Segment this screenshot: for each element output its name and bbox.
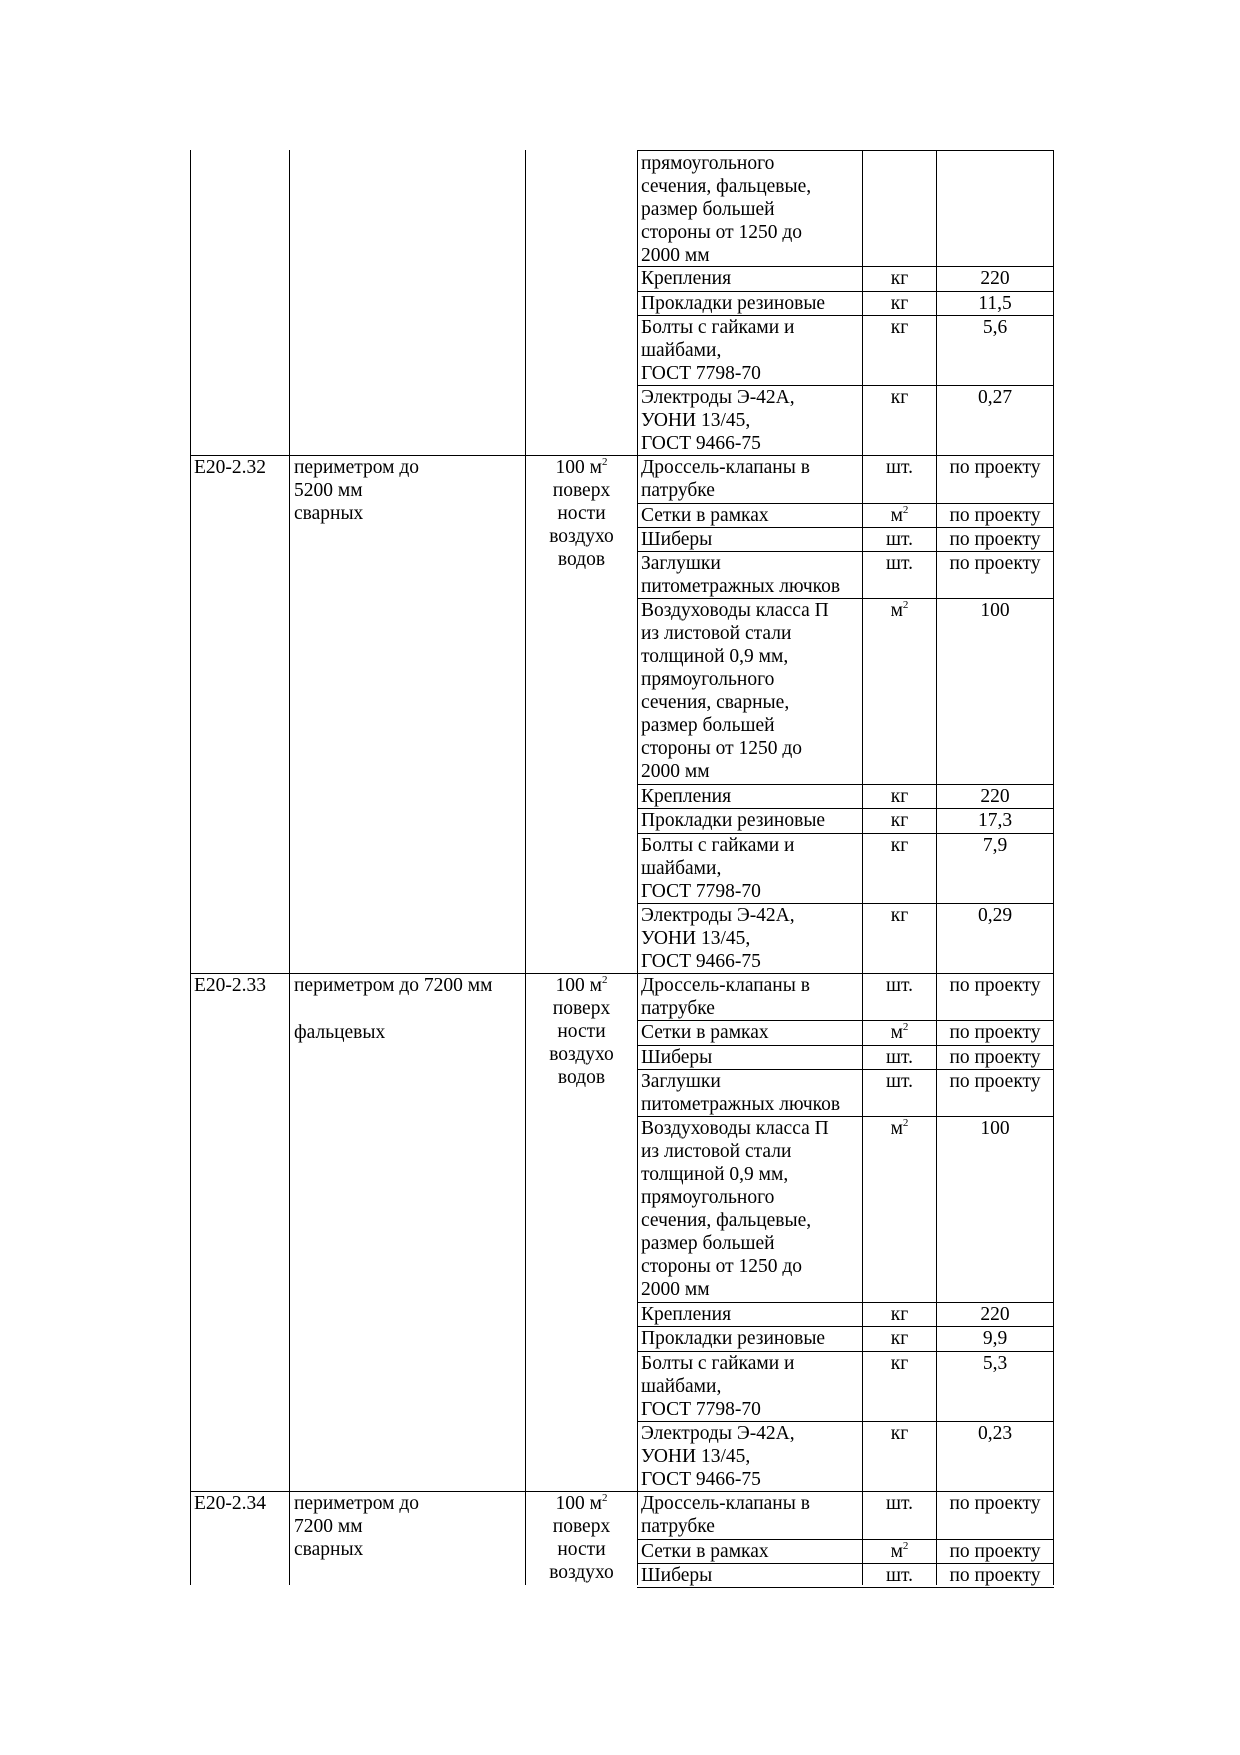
material-qty: 9,9 xyxy=(982,1328,1008,1349)
unit-sup: 2 xyxy=(902,1116,909,1129)
item-unit xyxy=(526,1492,637,1584)
material-unit: кг xyxy=(890,835,909,856)
material-qty: по проекту xyxy=(949,975,1041,996)
material-name: Шиберы xyxy=(641,1565,713,1586)
material-name: Воздуховоды класса П из листовой стали толщиной 0,9 мм, прямоугольного сечения, фальцевые, размер большей стороны от 1250 до 2000 мм xyxy=(641,1118,829,1300)
material-name: Крепления xyxy=(641,268,732,289)
material-qty: 100 xyxy=(980,1118,1010,1139)
material-qty: 0,23 xyxy=(977,1423,1013,1444)
material-qty: по проекту xyxy=(949,1071,1041,1092)
material-unit: кг xyxy=(890,1328,909,1349)
material-name: Болты с гайками и шайбами, ГОСТ 7798-70 xyxy=(641,317,795,384)
item-code: Е20-2.33 xyxy=(194,975,267,996)
material-qty: 220 xyxy=(980,268,1010,289)
material-unit: шт. xyxy=(886,1047,913,1068)
material-unit: кг xyxy=(890,810,909,831)
col-line-left xyxy=(190,150,191,1585)
item-unit-rest: поверх ности воздухо водов xyxy=(549,480,614,570)
material-name: Сетки в рамках xyxy=(641,505,769,526)
material-unit xyxy=(863,1540,936,1563)
unit-sup: 2 xyxy=(902,1539,909,1552)
material-qty: 17,3 xyxy=(977,810,1013,831)
material-unit: кг xyxy=(890,293,909,314)
material-unit: кг xyxy=(890,1353,909,1374)
col-line-right xyxy=(1053,150,1054,1585)
material-unit xyxy=(863,504,936,527)
material-name: Прокладки резиновые xyxy=(641,810,826,831)
item-unit-sup: 2 xyxy=(601,1491,608,1504)
material-name: Крепления xyxy=(641,1304,732,1325)
material-qty: по проекту xyxy=(949,553,1041,574)
material-name: прямоугольного сечения, фальцевые, размер большей стороны от 1250 до 2000 мм xyxy=(641,153,812,266)
item-unit xyxy=(526,456,637,571)
material-qty: по проекту xyxy=(949,1493,1041,1514)
material-qty: по проекту xyxy=(949,505,1041,526)
material-unit: кг xyxy=(890,1304,909,1325)
material-unit: шт. xyxy=(886,457,913,478)
material-name: Дроссель-клапаны в патрубке xyxy=(641,1493,810,1537)
material-name: Заглушки питометражных лючков xyxy=(641,553,841,597)
material-name: Шиберы xyxy=(641,529,713,550)
material-qty: 5,6 xyxy=(982,317,1008,338)
material-unit: шт. xyxy=(886,529,913,550)
material-name: Заглушки питометражных лючков xyxy=(641,1071,841,1115)
material-name: Воздуховоды класса П из листовой стали толщиной 0,9 мм, прямоугольного сечения, сварные, размер большей стороны от 1250 до 2000 мм xyxy=(641,600,829,782)
material-unit: шт. xyxy=(886,975,913,996)
material-unit: шт. xyxy=(886,1565,913,1586)
col-line-unit xyxy=(637,150,638,1585)
item-unit-sup: 2 xyxy=(601,455,608,468)
material-qty: по проекту xyxy=(949,529,1041,550)
material-qty: 0,27 xyxy=(977,387,1013,408)
item-description-line2: фальцевых xyxy=(294,1022,386,1043)
item-unit-sup: 2 xyxy=(601,973,608,986)
material-name: Шиберы xyxy=(641,1047,713,1068)
unit-base: м xyxy=(890,600,903,621)
material-qty: 220 xyxy=(980,786,1010,807)
col-line-desc xyxy=(525,150,526,1585)
material-qty: 5,3 xyxy=(982,1353,1008,1374)
material-unit: кг xyxy=(890,387,909,408)
item-unit-main: 100 м xyxy=(555,1493,602,1514)
item-description-line1: периметром до 7200 мм xyxy=(294,975,493,996)
col-line-code xyxy=(289,150,290,1585)
material-qty: 11,5 xyxy=(978,293,1012,314)
material-unit xyxy=(863,599,936,622)
item-code: Е20-2.34 xyxy=(194,1493,267,1514)
material-name: Дроссель-клапаны в патрубке xyxy=(641,457,810,501)
unit-sup: 2 xyxy=(902,503,909,516)
material-qty: 220 xyxy=(980,1304,1010,1325)
unit-sup: 2 xyxy=(902,598,909,611)
material-qty: по проекту xyxy=(949,1541,1041,1562)
item-description: периметром до 7200 мм сварных xyxy=(294,1493,420,1560)
material-unit: кг xyxy=(890,268,909,289)
unit-base: м xyxy=(890,1118,903,1139)
unit-base: м xyxy=(890,505,903,526)
unit-sup: 2 xyxy=(902,1020,909,1033)
material-name: Прокладки резиновые xyxy=(641,1328,826,1349)
material-unit: шт. xyxy=(886,1493,913,1514)
item-unit-main: 100 м xyxy=(555,457,602,478)
material-unit: кг xyxy=(890,1423,909,1444)
material-name: Сетки в рамках xyxy=(641,1541,769,1562)
material-qty: 0,29 xyxy=(977,905,1013,926)
material-unit: кг xyxy=(890,905,909,926)
unit-base: м xyxy=(890,1022,903,1043)
material-unit: шт. xyxy=(886,553,913,574)
item-description: периметром до 5200 мм сварных xyxy=(294,457,420,524)
item-unit-rest: поверх ности воздухо xyxy=(549,1516,614,1583)
row-line xyxy=(637,1587,1054,1588)
material-name: Дроссель-клапаны в патрубке xyxy=(641,975,810,1019)
material-name: Болты с гайками и шайбами, ГОСТ 7798-70 xyxy=(641,835,795,902)
material-name: Болты с гайками и шайбами, ГОСТ 7798-70 xyxy=(641,1353,795,1420)
material-qty: 7,9 xyxy=(982,835,1008,856)
material-unit: кг xyxy=(890,786,909,807)
material-qty: по проекту xyxy=(949,1022,1041,1043)
item-unit-rest: поверх ности воздухо водов xyxy=(549,998,614,1088)
material-qty: по проекту xyxy=(949,1047,1041,1068)
material-name: Сетки в рамках xyxy=(641,1022,769,1043)
material-qty: 100 xyxy=(980,600,1010,621)
item-unit-main: 100 м xyxy=(555,975,602,996)
material-name: Прокладки резиновые xyxy=(641,293,826,314)
item-unit xyxy=(526,974,637,1089)
material-unit xyxy=(863,1117,936,1140)
row-line xyxy=(637,150,1054,151)
material-unit: кг xyxy=(890,317,909,338)
unit-base: м xyxy=(890,1541,903,1562)
material-unit xyxy=(863,1021,936,1044)
material-name: Электроды Э-42А, УОНИ 13/45, ГОСТ 9466-75 xyxy=(641,1423,795,1490)
material-name: Электроды Э-42А, УОНИ 13/45, ГОСТ 9466-75 xyxy=(641,387,795,454)
material-qty: по проекту xyxy=(949,457,1041,478)
material-qty: по проекту xyxy=(949,1565,1041,1586)
material-name: Электроды Э-42А, УОНИ 13/45, ГОСТ 9466-75 xyxy=(641,905,795,972)
item-code: Е20-2.32 xyxy=(194,457,267,478)
material-name: Крепления xyxy=(641,786,732,807)
material-unit: шт. xyxy=(886,1071,913,1092)
